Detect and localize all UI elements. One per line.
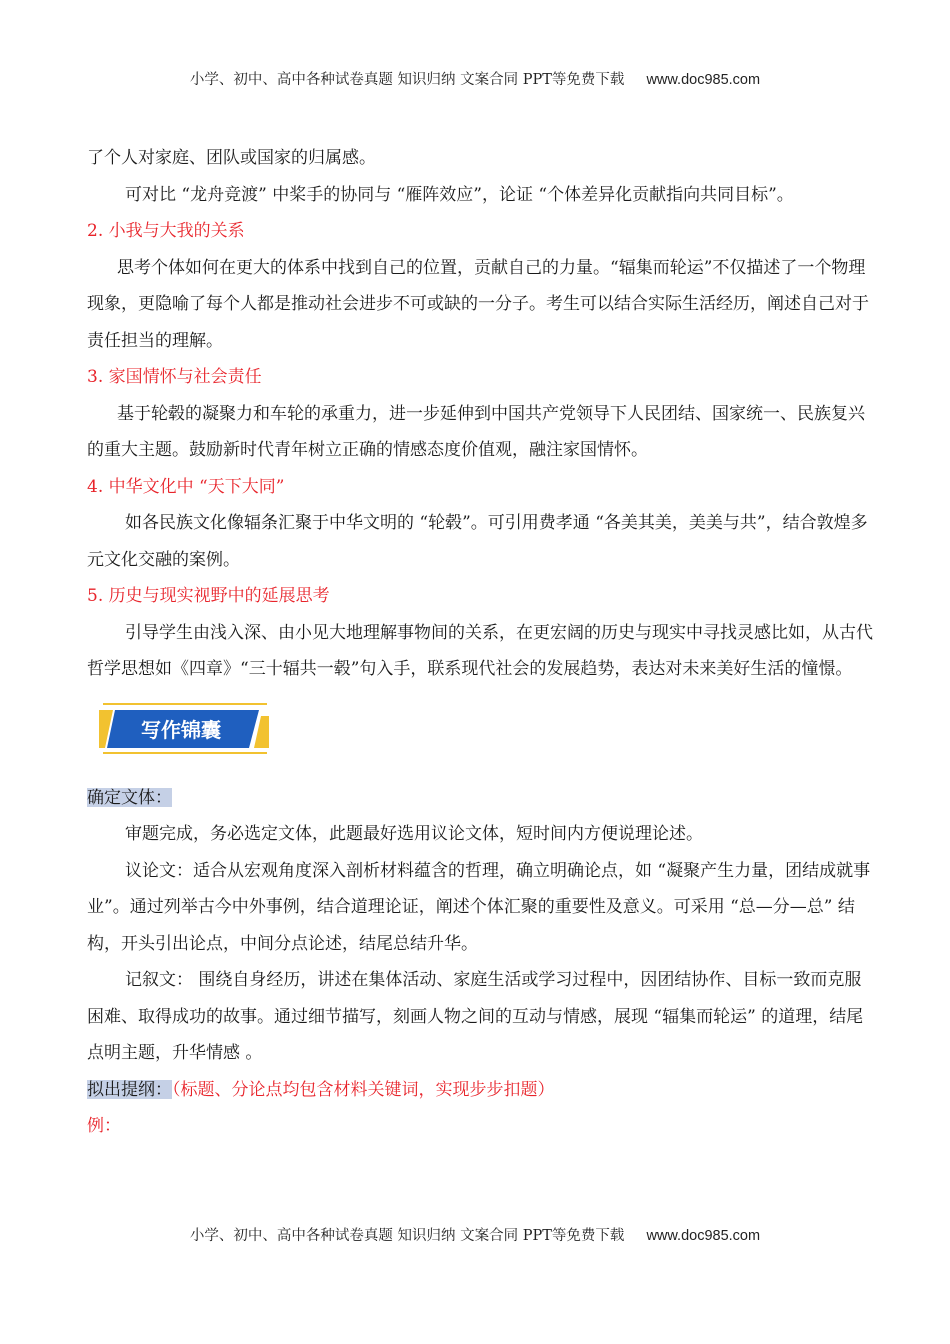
header-site[interactable]: www.doc985.com: [646, 72, 761, 88]
label-style-line: [87, 780, 877, 817]
banner-bottom-line: [103, 752, 267, 754]
paragraph-style-3: 记叙文： 围绕自身经历，讲述在集体活动、家庭生活或学习过程中，因团结协作、目标一致而克服困难、取得成功的故事。通过细节描写，刻画人物之间的互动与情感，展现 “辐集而轮运” 的道理，结尾点明主题，升华情感 。: [87, 970, 864, 1063]
header-text: 小学、初中、高中各种试卷真题 知识归纳 文案合同 PPT等免费下载: [189, 72, 625, 88]
writing-tips-banner: [99, 702, 269, 756]
section-heading-4: 4. 中华文化中 “天下大同”: [87, 476, 285, 497]
banner-title: 写作锦囊: [141, 717, 221, 742]
paragraph-compare: 可对比 “龙舟竞渡” 中桨手的协同与 “雁阵效应”，论证 “个体差异化贡献指向共同目标”。: [125, 184, 794, 205]
paragraph-style-2: 议论文：适合从宏观角度深入剖析材料蕴含的哲理，确立明确论点，如 “凝聚产生力量，团结成就事业”。通过列举古今中外事例，结合道理论证，阐述个体汇聚的重要性及意义。可采用 “总—分—总” 结构，开头引出论点，中间分点论述，结尾总结升华。: [87, 860, 871, 954]
page-footer: [0, 1224, 950, 1245]
footer-site[interactable]: www.doc985.com: [646, 1228, 761, 1244]
section-heading-3: 3. 家国情怀与社会责任: [87, 367, 262, 387]
footer-text: 小学、初中、高中各种试卷真题 知识归纳 文案合同 PPT等免费下载: [189, 1228, 625, 1244]
paragraph-section-3: 基于轮毂的凝聚力和车轮的承重力，进一步延伸到中国共产党领导下人民团结、国家统一、民族复兴的重大主题。鼓励新时代青年树立正确的情感态度价值观，融注家国情怀。: [87, 403, 865, 460]
banner-right-accent: [254, 716, 269, 748]
page-header: [0, 68, 950, 89]
paragraph-continuation: 了个人对家庭、团队或国家的归属感。: [87, 148, 376, 168]
label-style: 确定文体：: [87, 787, 172, 807]
paragraph-style-1: 审题完成，务必选定文体，此题最好选用议论文体，短时间内方便说理论述。: [125, 824, 703, 844]
example-label: 例：: [87, 1116, 121, 1136]
paragraph-section-5: 引导学生由浅入深、由小见大地理解事物间的关系，在更宏阔的历史与现实中寻找灵感比如，从古代哲学思想如《四章》“三十辐共一毂”句入手，联系现代社会的发展趋势，表达对未来美好生活的憧憬。: [87, 622, 873, 679]
banner-top-line: [103, 703, 267, 705]
document-body: [87, 140, 877, 1145]
outline-note: （标题、分论点均包含材料关键词，实现步步扣题）: [172, 1079, 555, 1100]
paragraph-section-4: 如各民族文化像辐条汇聚于中华文明的 “轮毂”。可引用费孝通 “各美其美，美美与共”，结合敦煌多元文化交融的案例。: [87, 513, 868, 570]
paragraph-section-2: 思考个体如何在更大的体系中找到自己的位置，贡献自己的力量。“辐集而轮运”不仅描述了一个物理现象，更隐喻了每个人都是推动社会进步不可或缺的一分子。考生可以结合实际生活经历，阐述自己对于责任担当的理解。: [87, 257, 869, 351]
label-outline-line: [87, 1072, 877, 1109]
section-heading-5: 5. 历史与现实视野中的延展思考: [87, 586, 330, 606]
banner-graphic: [99, 702, 269, 756]
label-outline: 拟出提纲：: [87, 1079, 172, 1099]
section-heading-2: 2. 小我与大我的关系: [87, 221, 245, 241]
